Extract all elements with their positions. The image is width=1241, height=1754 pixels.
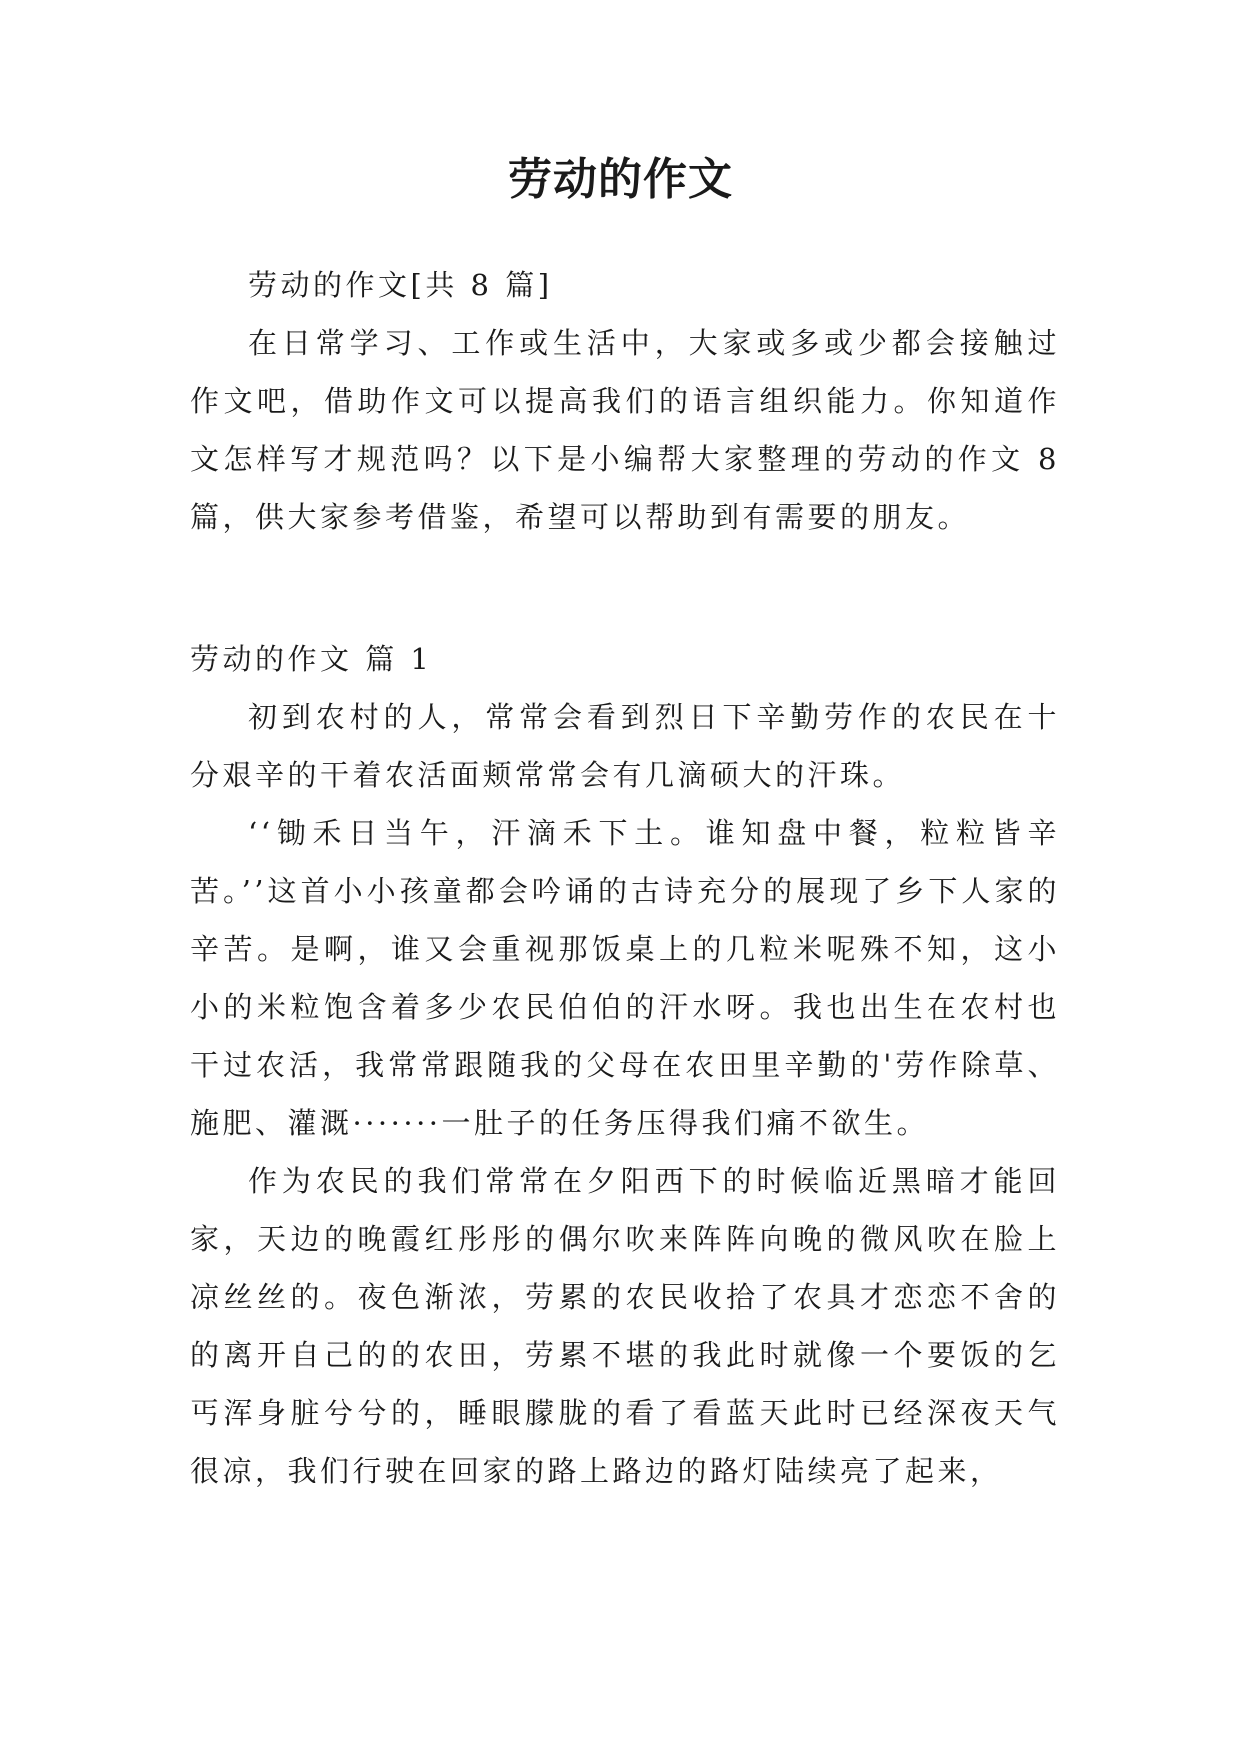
section-paragraph-1: 初到农村的人，常常会看到烈日下辛勤劳作的农民在十分艰辛的干着农活面颊常常会有几滴硕大的汗珠。 [190,700,1060,792]
intro-block [190,256,1060,546]
document-subtitle: 劳动的作文[共 8 篇] [248,268,553,302]
page-title: 劳动的作文 [508,154,733,205]
section-1 [190,630,1060,1500]
intro-paragraph: 在日常学习、工作或生活中，大家或多或少都会接触过作文吧，借助作文可以提高我们的语言组织能力。你知道作文怎样写才规范吗？以下是小编帮大家整理的劳动的作文 8 篇，供大家参考借鉴，希望可以帮助到有需要的朋友。 [190,326,1060,534]
section-paragraph-3: 作为农民的我们常常在夕阳西下的时候临近黑暗才能回家，天边的晚霞红彤彤的偶尔吹来阵阵向晚的微风吹在脸上凉丝丝的。夜色渐浓，劳累的农民收拾了农具才恋恋不舍的的离开自己的的农田，劳累不堪的我此时就像一个要饭的乞丐浑身脏兮兮的，睡眼朦胧的看了看蓝天此时已经深夜天气很凉，我们行驶在回家的路上路边的路灯陆续亮了起来， [190,1164,1060,1488]
section-heading: 劳动的作文 篇 1 [190,642,433,676]
section-paragraph-2: ‘‘锄禾日当午，汗滴禾下土。谁知盘中餐，粒粒皆辛苦。’’这首小小孩童都会吟诵的古诗充分的展现了乡下人家的辛苦。是啊，谁又会重视那饭桌上的几粒米呢殊不知，这小小的米粒饱含着多少农民伯伯的汗水呀。我也出生在农村也干过农活，我常常跟随我的父母在农田里辛勤的'劳作除草、施肥、灌溉·······一肚子的任务压得我们痛不欲生。 [190,816,1060,1140]
